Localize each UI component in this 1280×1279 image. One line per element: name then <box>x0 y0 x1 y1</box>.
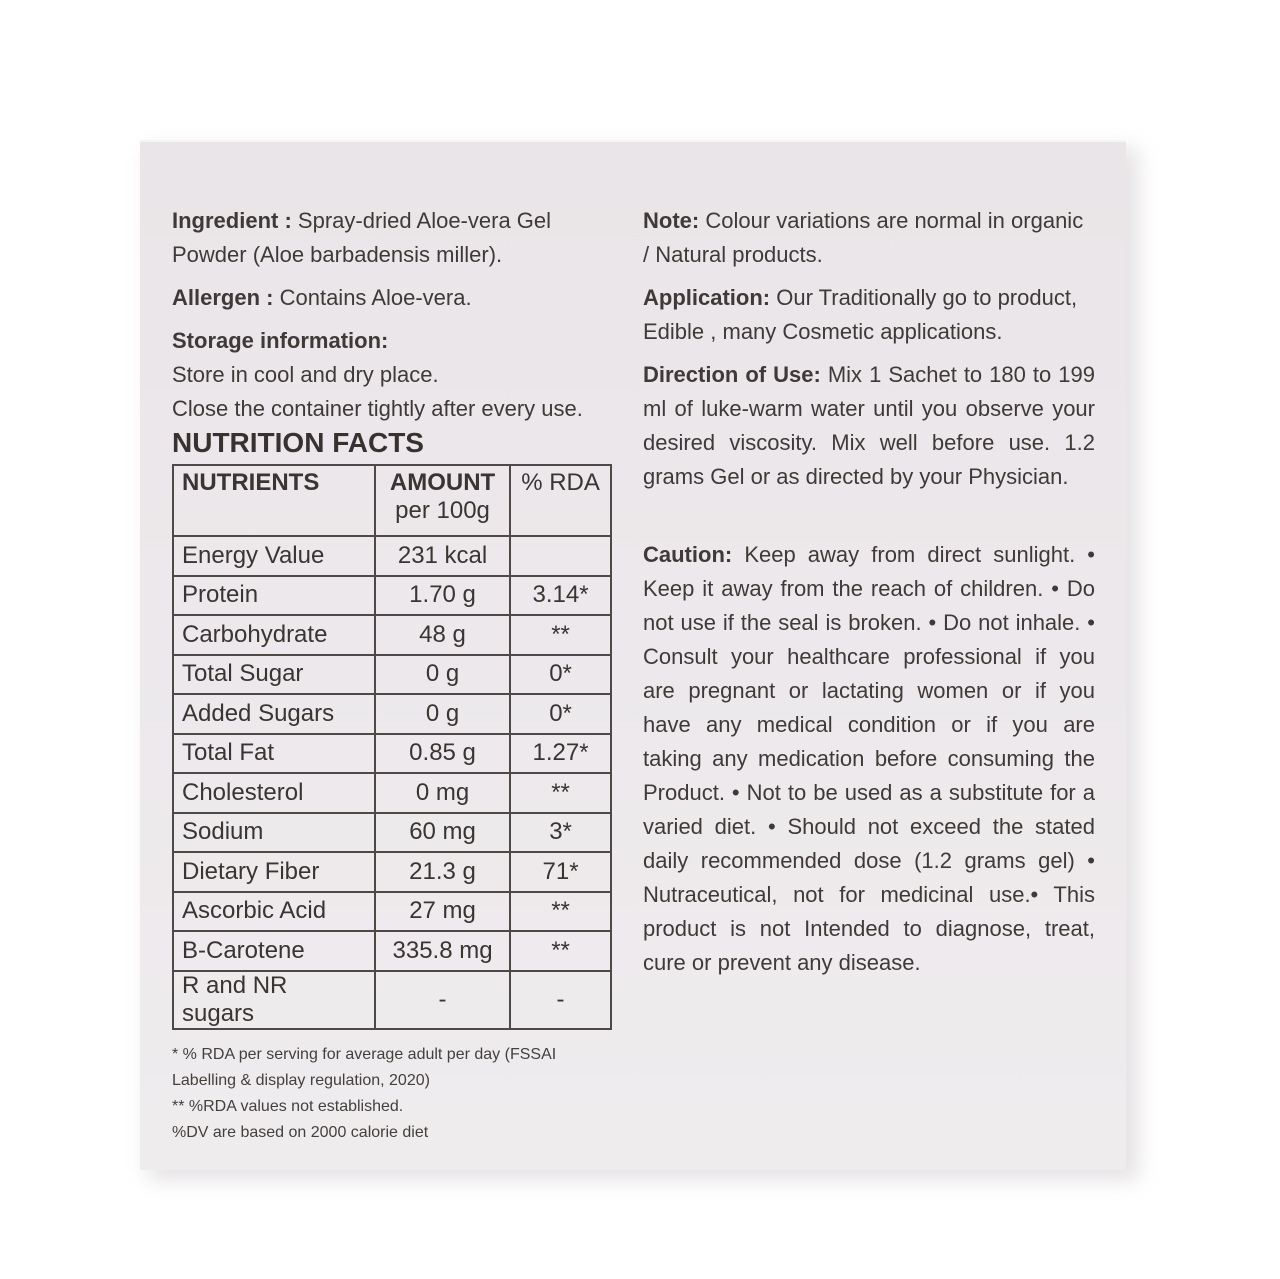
caution-block <box>643 538 1095 980</box>
right-column <box>643 204 1095 989</box>
table-row <box>173 734 611 774</box>
nutrient-name: Dietary Fiber <box>173 852 375 892</box>
table-row <box>173 694 611 734</box>
nutrient-amount: - <box>375 971 510 1029</box>
header-amount <box>375 465 510 536</box>
header-rda: % RDA <box>510 465 611 536</box>
note-block <box>643 204 1095 272</box>
nutrient-rda: 0* <box>510 694 611 734</box>
table-row <box>173 536 611 576</box>
storage-block <box>172 324 612 426</box>
nutrition-table-header <box>173 465 611 536</box>
nutrient-amount: 335.8 mg <box>375 931 510 971</box>
application-block <box>643 281 1095 349</box>
nutrient-amount: 0 g <box>375 655 510 695</box>
nutrient-rda: 1.27* <box>510 734 611 774</box>
ingredient-text: Spray-dried Aloe-vera Gel Powder (Aloe barbadensis miller). <box>172 208 552 267</box>
nutrient-amount: 231 kcal <box>375 536 510 576</box>
note-text: Colour variations are normal in organic / Natural products. <box>643 208 1084 267</box>
application-label: Application: <box>643 285 771 310</box>
footnote-not-established: ** %RDA values not established. <box>172 1097 404 1115</box>
application-text: Our Traditionally go to product, Edible , many Cosmetic applications. <box>643 285 1078 344</box>
table-row <box>173 576 611 616</box>
header-amount-sub: per 100g <box>395 497 490 524</box>
nutrient-name: B-Carotene <box>173 931 375 971</box>
nutrient-name: R and NR sugars <box>173 971 375 1029</box>
nutrient-name: Energy Value <box>173 536 375 576</box>
left-column <box>172 204 612 1146</box>
nutrient-rda: 0* <box>510 655 611 695</box>
table-row <box>173 892 611 932</box>
nutrient-rda: ** <box>510 615 611 655</box>
nutrient-name: Protein <box>173 576 375 616</box>
direction-block <box>643 358 1095 494</box>
nutrient-amount: 0.85 g <box>375 734 510 774</box>
note-label: Note: <box>643 208 700 233</box>
nutrient-name: Sodium <box>173 813 375 853</box>
allergen-block <box>172 281 612 315</box>
caution-label: Caution: <box>643 542 733 567</box>
nutrient-rda: 3* <box>510 813 611 853</box>
footnote-dv: %DV are based on 2000 calorie diet <box>172 1123 429 1141</box>
header-amount-label: AMOUNT <box>389 469 496 496</box>
caution-text: Keep away from direct sunlight. • Keep it away from the reach of children. • Do not use if the seal is broken. • Do not inhale. • Consult your healthcare professional if you are pregnant or lactating women or if you have any medical condition or if you are taking any medication before consuming the Product. • Not to be used as a substitute for a varied diet. • Should not exceed the stated daily recommended dose (1.2 grams gel) • Nutraceutical, not for medicinal use.• This product is not Intended to diagnose, treat, cure or prevent any disease. <box>643 542 1095 975</box>
nutrient-name: Total Fat <box>173 734 375 774</box>
nutrition-facts-title: NUTRITION FACTS <box>172 427 424 458</box>
allergen-label: Allergen : <box>172 285 274 310</box>
nutrition-table <box>172 464 612 1030</box>
product-box-back-panel <box>140 140 1126 1170</box>
allergen-text: Contains Aloe-vera. <box>279 285 472 310</box>
table-row <box>173 655 611 695</box>
storage-line-2: Close the container tightly after every use. <box>172 396 583 421</box>
ingredient-block <box>172 204 612 272</box>
table-row <box>173 852 611 892</box>
nutrient-rda: ** <box>510 892 611 932</box>
nutrient-amount: 27 mg <box>375 892 510 932</box>
storage-heading: Storage information: <box>172 328 389 353</box>
direction-label: Direction of Use: <box>643 362 821 387</box>
nutrient-amount: 1.70 g <box>375 576 510 616</box>
table-row <box>173 615 611 655</box>
nutrient-rda: 71* <box>510 852 611 892</box>
nutrient-name: Ascorbic Acid <box>173 892 375 932</box>
header-nutrients: NUTRIENTS <box>173 465 375 536</box>
nutrient-name: Total Sugar <box>173 655 375 695</box>
nutrient-name: Cholesterol <box>173 773 375 813</box>
nutrient-name: Added Sugars <box>173 694 375 734</box>
footnote-rda: * % RDA per serving for average adult per day (FSSAI Labelling & display regulation, 2020) <box>172 1045 557 1089</box>
nutrient-amount: 21.3 g <box>375 852 510 892</box>
nutrient-rda: ** <box>510 931 611 971</box>
nutrient-name: Carbohydrate <box>173 615 375 655</box>
nutrient-amount: 0 g <box>375 694 510 734</box>
table-row <box>173 773 611 813</box>
nutrient-rda <box>510 536 611 576</box>
direction-text: Mix 1 Sachet to 180 to 199 ml of luke-warm water until you observe your desired viscosity. Mix well before use. 1.2 grams Gel or as directed by your Physician. <box>643 362 1095 489</box>
nutrient-rda: 3.14* <box>510 576 611 616</box>
nutrient-amount: 48 g <box>375 615 510 655</box>
nutrient-amount: 0 mg <box>375 773 510 813</box>
storage-line-1: Store in cool and dry place. <box>172 362 439 387</box>
table-row <box>173 813 611 853</box>
nutrient-rda: - <box>510 971 611 1029</box>
table-row <box>173 931 611 971</box>
nutrition-footnotes <box>172 1042 612 1146</box>
ingredient-label: Ingredient : <box>172 208 292 233</box>
nutrient-amount: 60 mg <box>375 813 510 853</box>
table-row <box>173 971 611 1029</box>
nutrient-rda: ** <box>510 773 611 813</box>
